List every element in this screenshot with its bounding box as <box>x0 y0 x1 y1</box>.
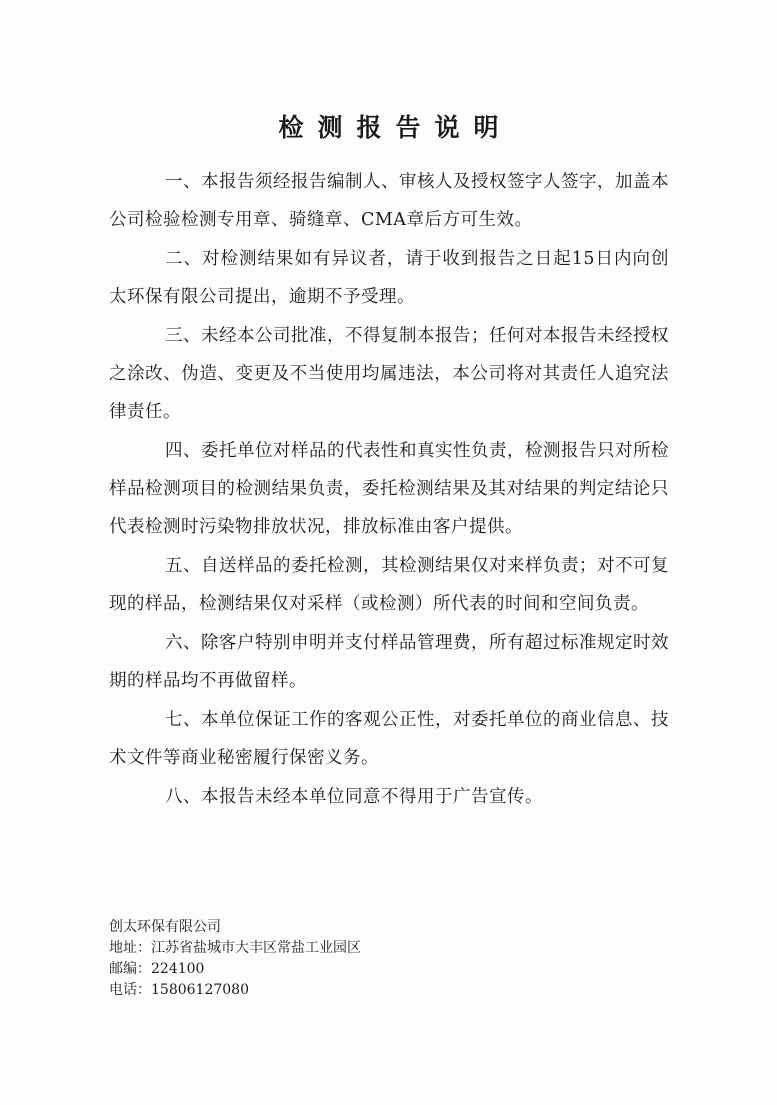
company-name: 创太环保有限公司 <box>109 919 221 935</box>
clause-list <box>109 163 669 817</box>
clause-3: 三、未经本公司批准，不得复制本报告；任何对本报告未经授权之涂改、伪造、变更及不当使用均属违法，本公司将对其责任人追究法律责任。 <box>109 326 669 422</box>
clause-8: 八、本报告未经本单位同意不得用于广告宣传。 <box>165 787 543 807</box>
clause-2: 二、对检测结果如有异议者，请于收到报告之日起15日内向创太环保有限公司提出，逾期不予受理。 <box>109 249 669 307</box>
clause-4: 四、委托单位对样品的代表性和真实性负责，检测报告只对所检样品检测项目的检测结果负责，委托检测结果及其对结果的判定结论只代表检测时污染物排放状况，排放标准由客户提供。 <box>109 441 669 537</box>
clause-5: 五、自送样品的委托检测，其检测结果仅对来样负责；对不可复现的样品，检测结果仅对采样（或检测）所代表的时间和空间负责。 <box>109 556 669 614</box>
company-address: 地址：江苏省盐城市大丰区常盐工业园区 <box>109 940 361 956</box>
clause-6: 六、除客户特别申明并支付样品管理费，所有超过标准规定时效期的样品均不再做留样。 <box>109 633 669 691</box>
company-postcode: 邮编：224100 <box>109 961 205 977</box>
company-phone: 电话：15806127080 <box>109 982 249 998</box>
clause-1: 一、本报告须经报告编制人、审核人及授权签字人签字，加盖本公司检验检测专用章、骑缝章、CMA章后方可生效。 <box>109 172 669 230</box>
company-contact <box>109 917 509 1001</box>
document-title: 检测报告说明 <box>278 113 513 142</box>
clause-7: 七、本单位保证工作的客观公正性，对委托单位的商业信息、技术文件等商业秘密履行保密义务。 <box>109 710 669 768</box>
